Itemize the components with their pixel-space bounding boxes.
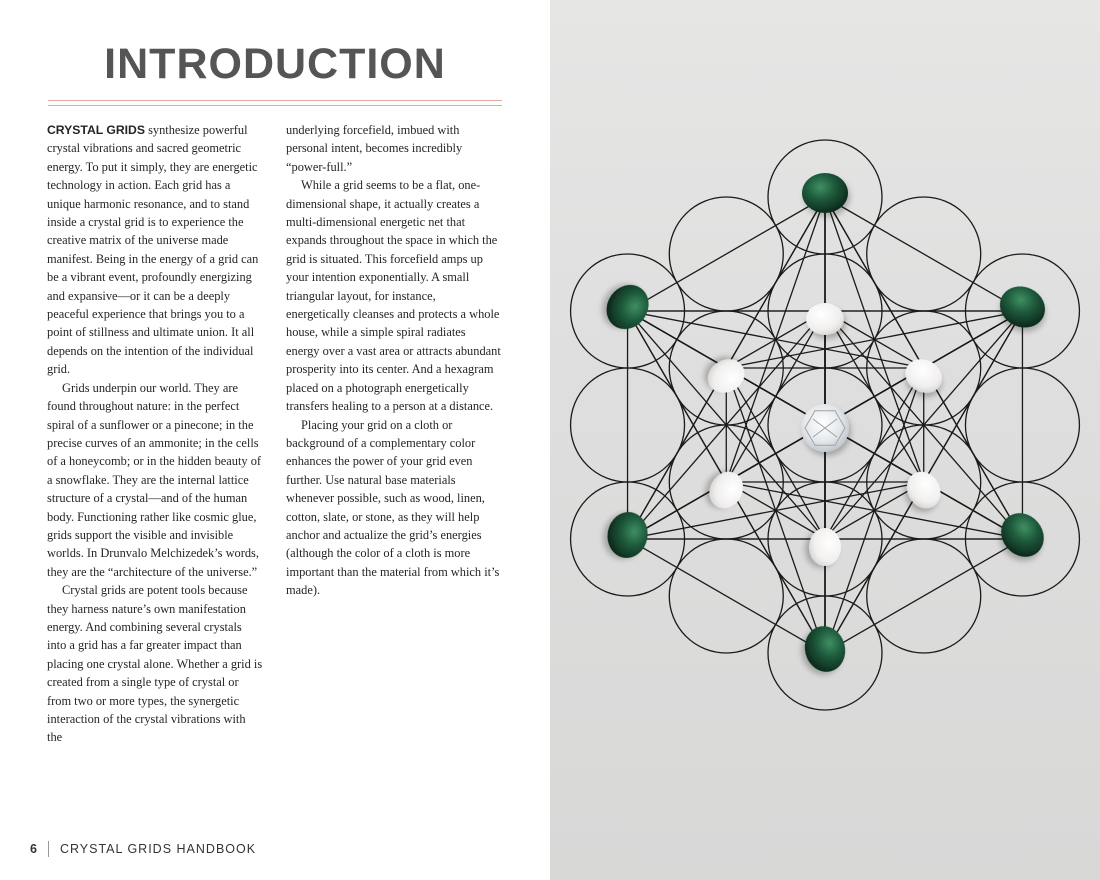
text-column-left — [47, 121, 263, 747]
grid-line — [628, 539, 825, 653]
page-number: 6 — [30, 842, 38, 856]
crystal-grid-illustration — [550, 0, 1100, 880]
title-divider-bottom — [48, 105, 502, 106]
title-divider-top — [48, 100, 502, 101]
running-footer: CRYSTAL GRIDS HANDBOOK — [59, 842, 257, 856]
white-quartz-stone — [809, 528, 841, 566]
paragraph: While a grid seems to be a flat, one-dimensional shape, it actually creates a multi-dimensional energetic net that expands throughout the space in which the grid is situated. This forcefield amps up your intention exponentially. A small triangular layout, for instance, energetically cleanses and protects a whole house, while a simple spiral radiates energy over a vast area or attracts abundant prosperity into its center. And a hexagram placed on a photograph energetically transfers healing to a person at a distance. — [286, 178, 501, 414]
white-quartz-stone — [806, 303, 844, 335]
grid-line — [726, 482, 1022, 539]
grid-line — [825, 539, 1022, 653]
page-title: INTRODUCTION — [104, 40, 446, 88]
lead-in: CRYSTAL GRIDS — [47, 123, 145, 137]
white-quartz-stone — [702, 353, 751, 400]
white-quartz-stone — [899, 353, 948, 400]
paragraph-text: synthesize powerful crystal vibrations and sacred geometric energy. To put it simply, they are energetic technology in action. Each grid has a unique harmonic resonance, and to stand inside a crystal grid is to experience the creative matrix of the universe made manifest. Being in the energy of a grid can be a vibrant event, profoundly energizing and expansive—or it can be a deeply peaceful experience that brings you to a point of stillness and ultimate union. It all depends on the intention of the individual grid. — [47, 123, 259, 377]
grid-line — [628, 197, 825, 311]
text-column-right — [286, 121, 502, 600]
malachite-stone — [598, 277, 657, 338]
malachite-stone — [802, 173, 848, 213]
paragraph: Placing your grid on a cloth or background of a complementary color enhances the power of your grid even further. Use natural base materials whenever possible, such as wood, linen, cotton, slate, or stone, as they will help anchor and actualize the grid’s energies (although the color of a cloth is more important than the material from which it’s made). — [286, 417, 500, 598]
footer-separator — [48, 841, 49, 857]
page-footer — [30, 841, 256, 857]
malachite-stone — [992, 505, 1052, 566]
malachite-stone — [800, 622, 851, 677]
paragraph — [47, 121, 263, 379]
grid-line — [726, 311, 1022, 368]
malachite-stone — [604, 509, 651, 561]
crystal-grid-photo — [550, 0, 1100, 880]
grid-line — [825, 197, 1022, 311]
paragraph: Crystal grids are potent tools because they harness nature’s own manifestation energy. And combining several crystals into a grid has a far greater impact than placing one crystal alone. Whether a grid is created from a single type of crystal or from two or more types, the synergetic interaction of the crystal vibrations with the — [47, 583, 263, 745]
malachite-stone — [993, 279, 1052, 335]
paragraph: underlying forcefield, imbued with personal intent, becomes incredibly “power-full.” — [286, 123, 463, 174]
paragraph: Grids underpin our world. They are found throughout nature: in the perfect spiral of a sunflower or a pinecone; in the precise curves of an ammonite; in the cells of a honeycomb; or in the hidden beauty of a snowflake. They are the internal lattice structure of a crystal—and of the human body. Functioning rather like cosmic glue, grids support the visible and invisible worlds. In Drunvalo Melchizedek’s words, they are the “architecture of the universe.” — [47, 380, 262, 579]
